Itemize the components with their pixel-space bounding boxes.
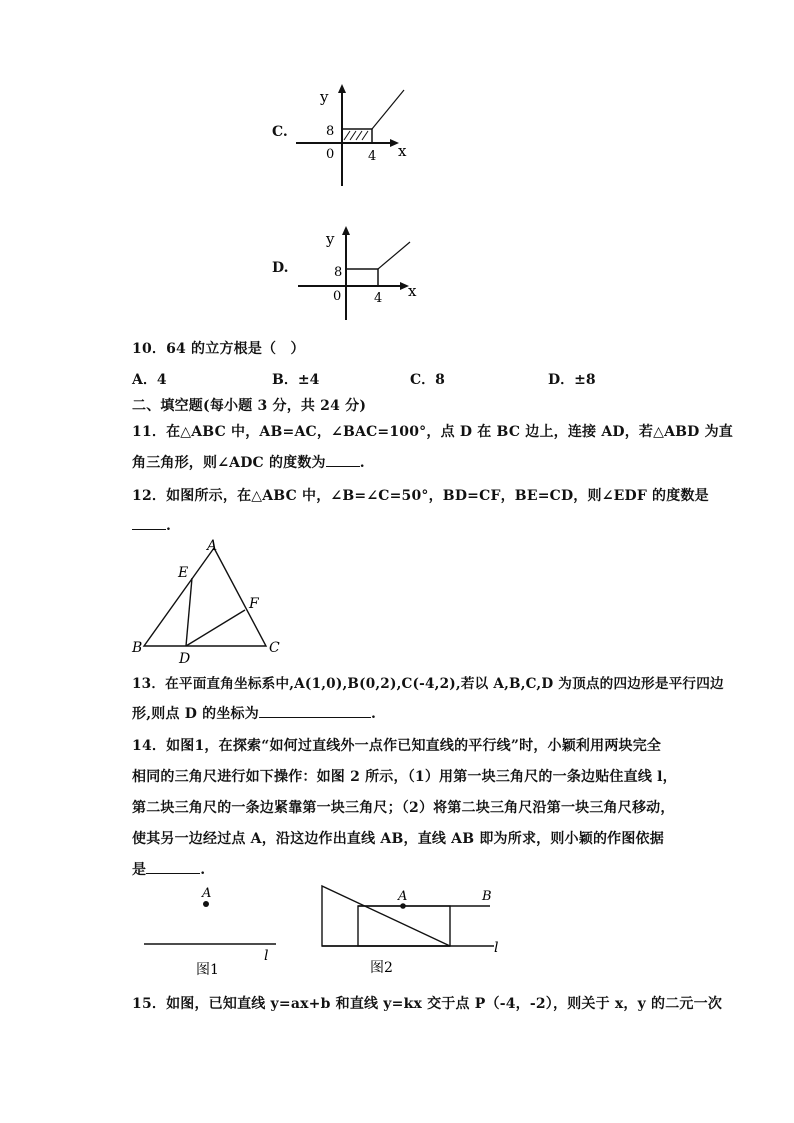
q14-fig2-line-l: l (494, 940, 499, 956)
q13-line2-text: 形,则点 D 的坐标为 (132, 706, 259, 722)
q12-line2-end: . (166, 518, 172, 534)
q11-line2-end: . (359, 455, 365, 471)
q10-option-a: A．4 (132, 372, 167, 388)
option-d-x-tick: 4 (374, 291, 383, 306)
q10-stem: 10．64 的立方根是（ ） (132, 341, 305, 357)
q15-line1: 15．如图，已知直线 y=ax+b 和直线 y=kx 交于点 P（-4，-2），则关于 x，y 的二元一次 (132, 996, 723, 1012)
q14-line2: 相同的三角尺进行如下操作：如图 2 所示，（1）用第一块三角尺的一条边贴住直线 l， (132, 769, 677, 785)
q14-figure-1 (140, 884, 290, 980)
q14-fig1-point-a: A (202, 886, 212, 901)
q12-label-e: E (178, 565, 189, 581)
q14-line4: 使其另一边经过点 A，沿这边作出直线 AB，直线 AB 即为所求，则小颖的作图依据 (132, 831, 664, 847)
q12-line1: 12．如图所示，在△ABC 中，∠B=∠C=50°，BD=CF，BE=CD，则∠EDF 的度数是 (132, 488, 709, 504)
option-d-x-label: x (408, 282, 417, 300)
q13-line2-end: . (370, 706, 377, 722)
option-c-axes (286, 82, 416, 192)
q11-line1: 11．在△ABC 中，AB=AC，∠BAC=100°，点 D 在 BC 边上，连接 AD，若△ABD 为直 (132, 424, 733, 440)
q10-option-c: C．8 (410, 372, 445, 388)
q14-fig2-point-a: A (398, 889, 408, 904)
q14-answer-blank[interactable] (146, 859, 200, 874)
q12-label-d: D (179, 651, 191, 666)
option-d-y-label: y (326, 230, 335, 248)
q12-triangle-figure (128, 536, 288, 666)
option-d-graph (266, 224, 426, 324)
section2-title: 二、填空题(每小题 3 分，共 24 分) (132, 398, 367, 414)
option-c-label: C. (272, 124, 288, 140)
option-c-y-tick: 8 (326, 124, 335, 139)
q10-option-d: D．±8 (548, 372, 596, 388)
q14-line5 (132, 859, 205, 879)
q12-label-c: C (269, 640, 280, 656)
q14-line5-text: 是 (132, 862, 147, 878)
q14-line1: 14．如图1，在探索“如何过直线外一点作已知直线的平行线”时，小颖利用两块完全 (132, 738, 662, 754)
q13-line2 (132, 703, 376, 723)
q11-line2 (132, 452, 365, 472)
q14-line3: 第二块三角尺的一条边紧靠第一块三角尺；（2）将第二块三角尺沿第一块三角尺移动， (132, 800, 675, 816)
q12-label-f: F (249, 596, 259, 612)
option-c-graph (266, 82, 416, 192)
q14-fig2-caption: 图2 (370, 960, 393, 976)
q12-answer-blank[interactable] (132, 515, 166, 530)
option-c-origin: 0 (326, 147, 335, 162)
q12-label-b: B (132, 640, 143, 656)
option-d-axes (286, 224, 426, 324)
q11-answer-blank[interactable] (326, 452, 360, 467)
q14-fig2-point-b: B (482, 889, 492, 904)
option-d-label: D. (272, 260, 289, 276)
q13-line1: 13．在平面直角坐标系中,A(1,0),B(0,2),C(-4,2),若以 A,B,C,D 为顶点的四边形是平行四边 (132, 676, 724, 692)
q14-fig1-line-l: l (264, 948, 269, 964)
q12-line2 (132, 515, 171, 534)
q12-label-a: A (207, 538, 218, 554)
option-c-y-label: y (320, 88, 329, 106)
option-c-x-tick: 4 (368, 149, 377, 164)
option-d-y-tick: 8 (334, 265, 343, 280)
q10-option-b: B．±4 (272, 372, 320, 388)
option-d-origin: 0 (333, 289, 342, 304)
q14-fig1-caption: 图1 (196, 962, 219, 978)
option-c-x-label: x (398, 142, 407, 160)
q11-line2-text: 角三角形，则∠ADC 的度数为 (132, 455, 326, 471)
q13-answer-blank[interactable] (259, 703, 371, 718)
q14-line5-end: . (200, 862, 206, 878)
q14-figure-2 (314, 878, 514, 978)
